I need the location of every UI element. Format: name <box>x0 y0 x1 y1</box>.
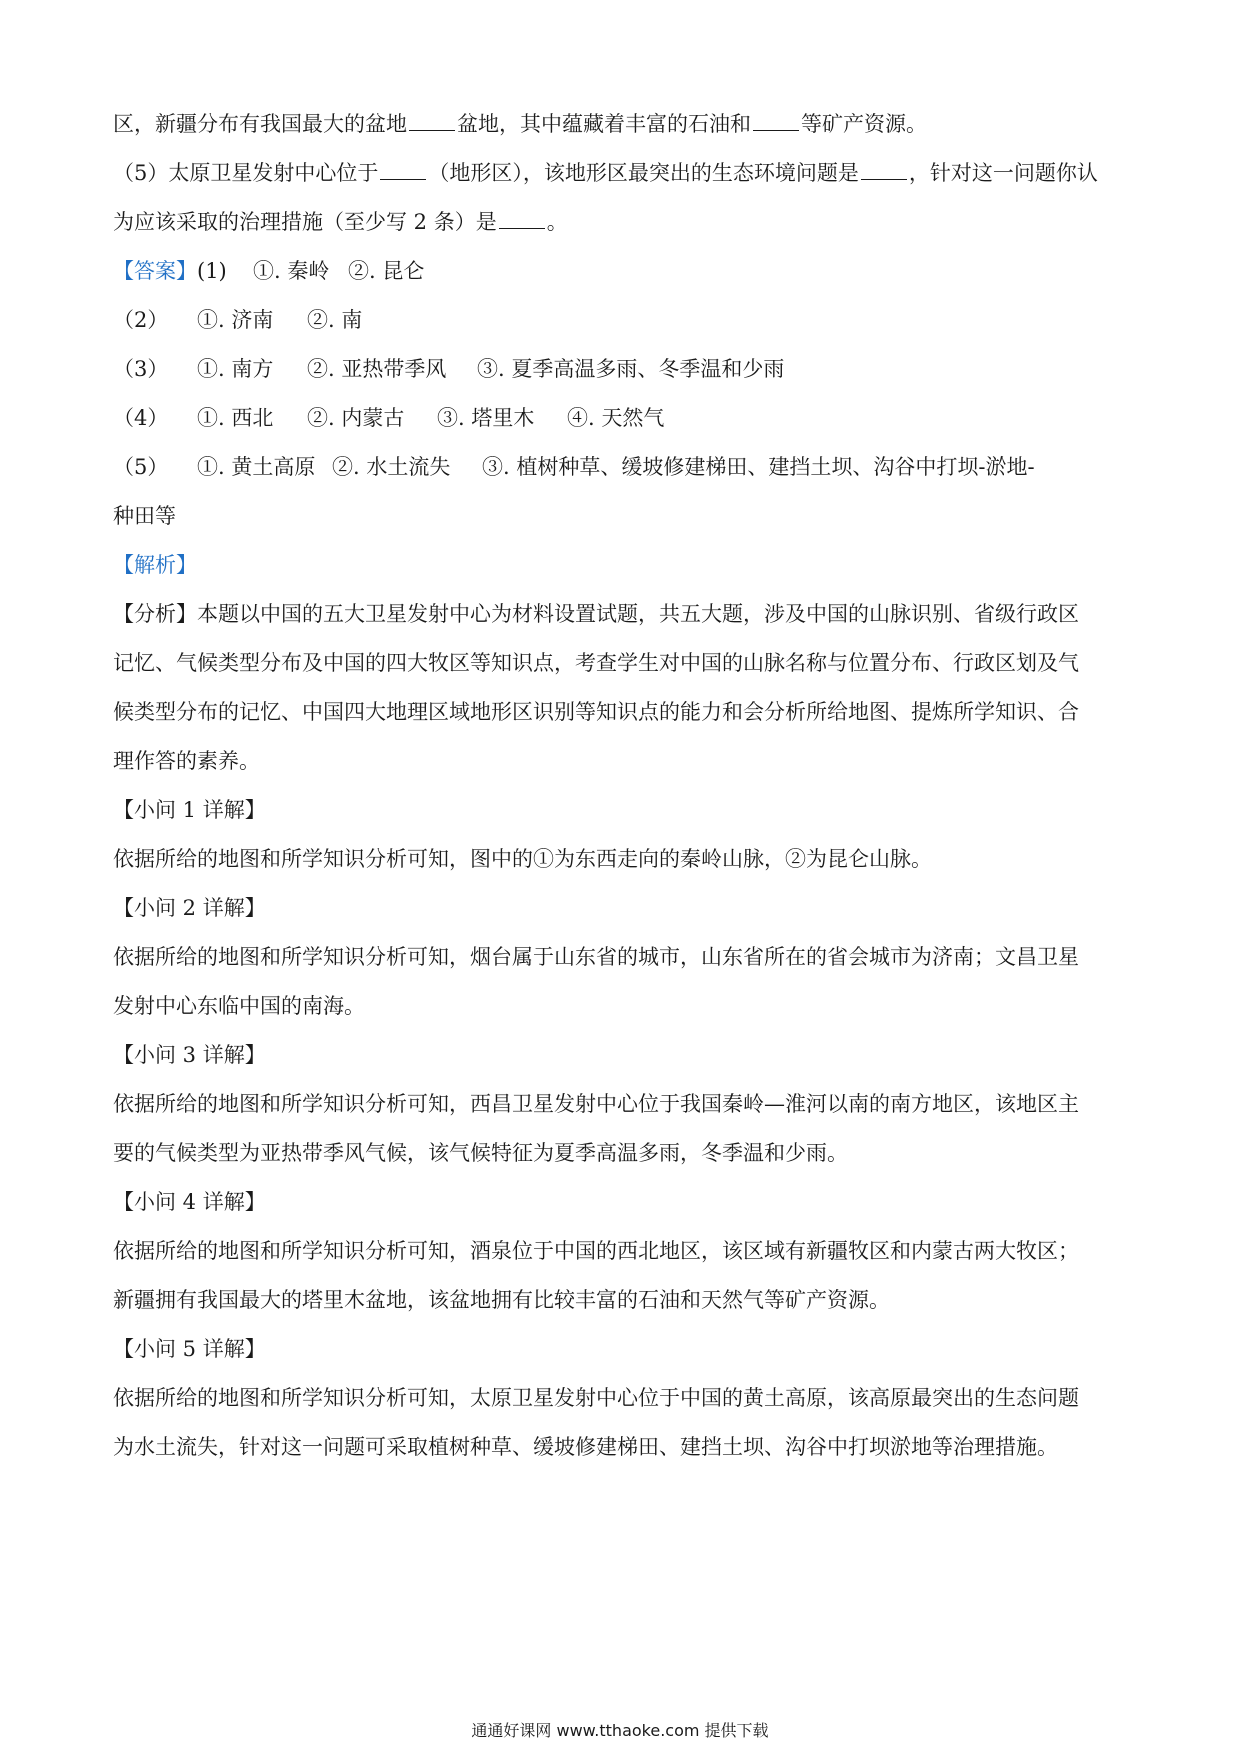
answer-row-5-continued: 种田等 <box>113 504 176 528</box>
answer-blank <box>499 210 545 229</box>
subquestion-1-title: 【小问 1 详解】 <box>113 798 266 822</box>
analysis-paragraph: 【分析】本题以中国的五大卫星发射中心为材料设置试题，共五大题，涉及中国的山脉识别、省级行政区 <box>113 602 1079 626</box>
analysis-label: 【解析】 <box>113 553 197 577</box>
subquestion-3-text: 要的气候类型为亚热带季风气候，该气候特征为夏季高温多雨，冬季温和少雨。 <box>113 1141 848 1165</box>
subquestion-2-text: 依据所给的地图和所学知识分析可知，烟台属于山东省的城市，山东省所在的省会城市为济南；文昌卫星 <box>113 945 1079 969</box>
subquestion-5-text: 依据所给的地图和所学知识分析可知，太原卫星发射中心位于中国的黄土高原，该高原最突出的生态问题 <box>113 1386 1079 1410</box>
subquestion-1-text: 依据所给的地图和所学知识分析可知，图中的①为东西走向的秦岭山脉，②为昆仑山脉。 <box>113 847 932 871</box>
analysis-paragraph: 记忆、气候类型分布及中国的四大牧区等知识点，考查学生对中国的山脉名称与位置分布、行政区划及气 <box>113 651 1079 675</box>
analysis-paragraph: 候类型分布的记忆、中国四大地理区域地形区识别等知识点的能力和会分析所给地图、提炼所学知识、合 <box>113 700 1079 724</box>
subquestion-3-text: 依据所给的地图和所学知识分析可知，西昌卫星发射中心位于我国秦岭—淮河以南的南方地区，该地区主 <box>113 1092 1079 1116</box>
question-5-line: （5）太原卫星发射中心位于 （地形区），该地形区最突出的生态环境问题是 ，针对这一问题你认 <box>113 161 1098 185</box>
document-page <box>113 100 1133 1472</box>
page-footer: 通通好课网 www.tthaoke.com 提供下载 <box>471 1721 769 1740</box>
answer-label: 【答案】 <box>113 259 197 283</box>
subquestion-2-title: 【小问 2 详解】 <box>113 896 266 920</box>
question-line: 区，新疆分布有我国最大的盆地 盆地，其中蕴藏着丰富的石油和 等矿产资源。 <box>113 112 927 136</box>
subquestion-4-text: 新疆拥有我国最大的塔里木盆地，该盆地拥有比较丰富的石油和天然气等矿产资源。 <box>113 1288 890 1312</box>
answer-blank <box>753 112 799 131</box>
question-5-line-2: 为应该采取的治理措施（至少写 2 条）是 。 <box>113 210 568 234</box>
subquestion-5-text: 为水土流失，针对这一问题可采取植树种草、缓坡修建梯田、建挡土坝、沟谷中打坝淤地等治理措施。 <box>113 1435 1058 1459</box>
subquestion-3-title: 【小问 3 详解】 <box>113 1043 266 1067</box>
subquestion-2-text: 发射中心东临中国的南海。 <box>113 994 365 1018</box>
subquestion-4-title: 【小问 4 详解】 <box>113 1190 266 1214</box>
answer-row-3: （3） ①. 南方 ②. 亚热带季风 ③. 夏季高温多雨、冬季温和少雨 <box>113 357 785 381</box>
answer-row-5: （5） ①. 黄土高原 ②. 水土流失 ③. 植树种草、缓坡修建梯田、建挡土坝、沟谷中打坝-淤地- <box>113 455 1035 479</box>
answer-blank <box>861 161 907 180</box>
subquestion-4-text: 依据所给的地图和所学知识分析可知，酒泉位于中国的西北地区，该区域有新疆牧区和内蒙古两大牧区； <box>113 1239 1079 1263</box>
analysis-paragraph: 理作答的素养。 <box>113 749 260 773</box>
answer-row-1: 【答案】(1) ①. 秦岭 ②. 昆仑 <box>113 259 425 283</box>
answer-row-2: （2） ①. 济南 ②. 南 <box>113 308 363 332</box>
answer-blank <box>409 112 455 131</box>
answer-blank <box>380 161 426 180</box>
answer-row-4: （4） ①. 西北 ②. 内蒙古 ③. 塔里木 ④. 天然气 <box>113 406 665 430</box>
subquestion-5-title: 【小问 5 详解】 <box>113 1337 266 1361</box>
